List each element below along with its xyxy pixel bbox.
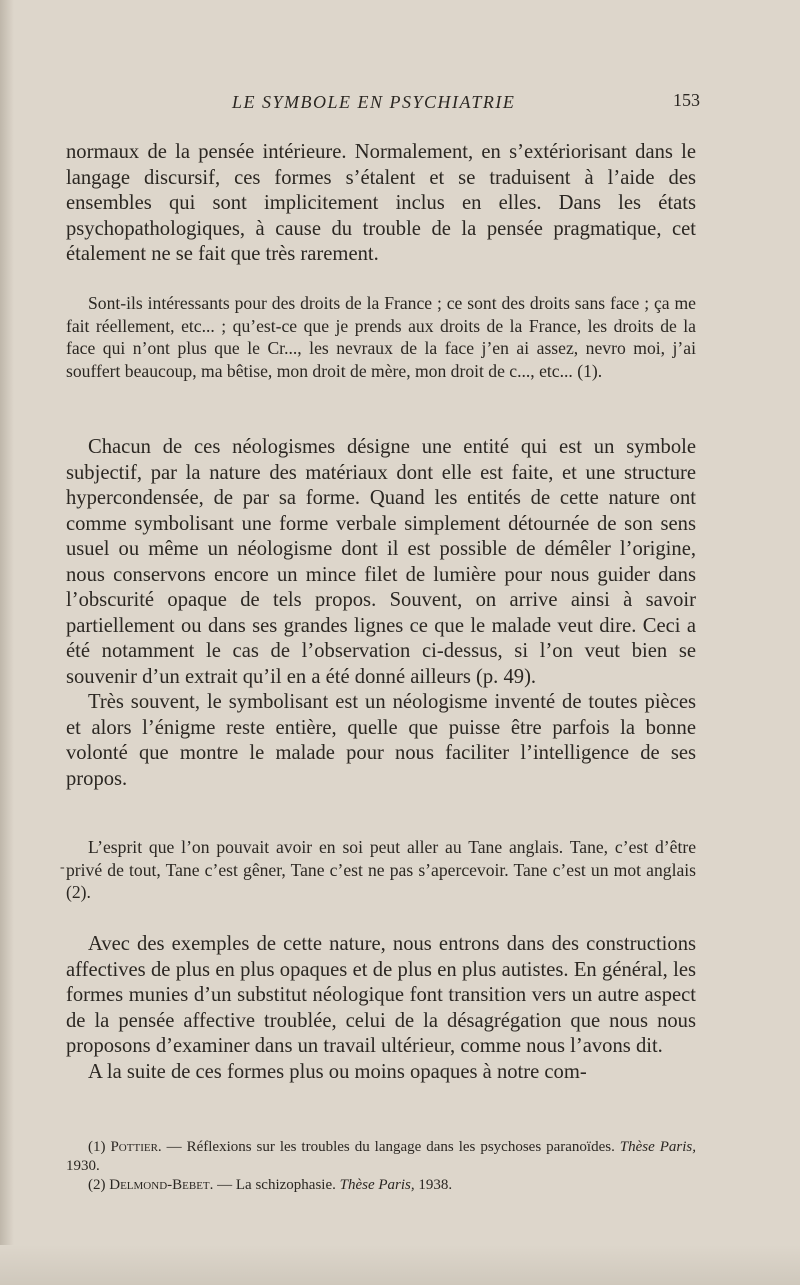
footnote-text: — La schizophasie. [213, 1177, 340, 1193]
paragraph: Très souvent, le symbolisant est un néologisme inventé de toutes pièces et alors l’énigme reste entière, quelle que puisse être parfois la bonne volonté que montre le malade pour nous faciliter l’intelligence de ses propos. [66, 691, 696, 790]
page-number: 153 [673, 90, 700, 110]
paragraph: Avec des exemples de cette nature, nous entrons dans des constructions affectives de plus en plus opaques et de plus en plus autistes. En général, les formes munies d’un substitut néologique font transition vers un autre aspect de la pensée affective troublée, celui de la désagrégation que nous nous proposons d’examiner dans un travail ultérieur, comme nous l’avons dit. [66, 933, 696, 1057]
paragraph: Chacun de ces néologismes désigne une entité qui est un symbole subjectif, par la nature des matériaux dont elle est faite, et une structure hypercondensée, de par sa forme. Quand les entités de cette nature ont comme symbolisant une forme verbale simplement détournée de son sens usuel ou même un néologisme dont il est possible de démêler l’origine, nous conservons encore un mince filet de lumière pour nous guider dans l’obscurité opaque de tels propos. Souvent, on arrive ainsi à savoir partiellement ou dans ses grandes lignes ce que le malade veut dire. Ceci a été notamment le cas de l’observation ci-dessus, si l’on veut bien se souvenir d’un extrait qu’il en a été donné ailleurs (p. 49). [66, 436, 696, 688]
running-title: LE SYMBOLE EN PSYCHIATRIE [232, 92, 516, 112]
footnote-author: Delmond-Bebet. [109, 1177, 214, 1193]
quotation-2-block [66, 836, 696, 904]
paragraph-1-block [66, 140, 696, 268]
footnotes [66, 1138, 696, 1195]
paragraph: normaux de la pensée intérieure. Normalement, en s’extériorisant dans le langage discursif, ces formes s’étalent et se traduisent à l’aide des ensembles qui sont implicitement inclus en elles. Dans les états psychopathologiques, à cause du trouble de la pensée pragmatique, cet étalement ne se fait que très rarement. [66, 141, 696, 265]
margin-mark: - [60, 860, 65, 875]
footnote-title: Thèse Paris, [619, 1139, 697, 1155]
paragraph-4-block [66, 932, 696, 1085]
footnote-marker: (1) [88, 1139, 106, 1155]
page-binding-shadow [0, 0, 14, 1285]
quotation: L’esprit que l’on pouvait avoir en soi peut aller au Tane anglais. Tane, c’est d’être privé de tout, Tane c’est gêner, Tane c’est ne pas s’apercevoir. Tane c’est un mot anglais (2). [66, 837, 696, 902]
footnote-text: — Réflexions sur les troubles du langage dans les psychoses paranoïdes. [161, 1139, 620, 1155]
footnote-year: 1930. [66, 1158, 100, 1174]
quotation: Sont-ils intéressants pour des droits de la France ; ce sont des droits sans face ; ça me fait réellement, etc... ; qu’est-ce que je prends aux droits de la France, les droits de la face qui n’ont plus que le Cr..., les nevraux de la face j’en ai assez, nevro moi, j’ai souffert beaucoup, ma bêtise, mon droit de mère, mon droit de c..., etc... (1). [66, 293, 696, 381]
footnote-title: Thèse Paris, [339, 1177, 415, 1193]
footnote-2 [66, 1176, 696, 1195]
paragraph-2-block [66, 435, 696, 792]
footnote-1 [66, 1138, 696, 1176]
footnote-author: Pottier. [110, 1139, 162, 1155]
page-bottom-shadow [0, 1245, 800, 1285]
footnote-year: 1938. [414, 1177, 453, 1193]
footnote-marker: (2) [88, 1177, 106, 1193]
paragraph: A la suite de ces formes plus ou moins opaques à notre com- [88, 1060, 587, 1083]
quotation-1-block [66, 292, 696, 382]
